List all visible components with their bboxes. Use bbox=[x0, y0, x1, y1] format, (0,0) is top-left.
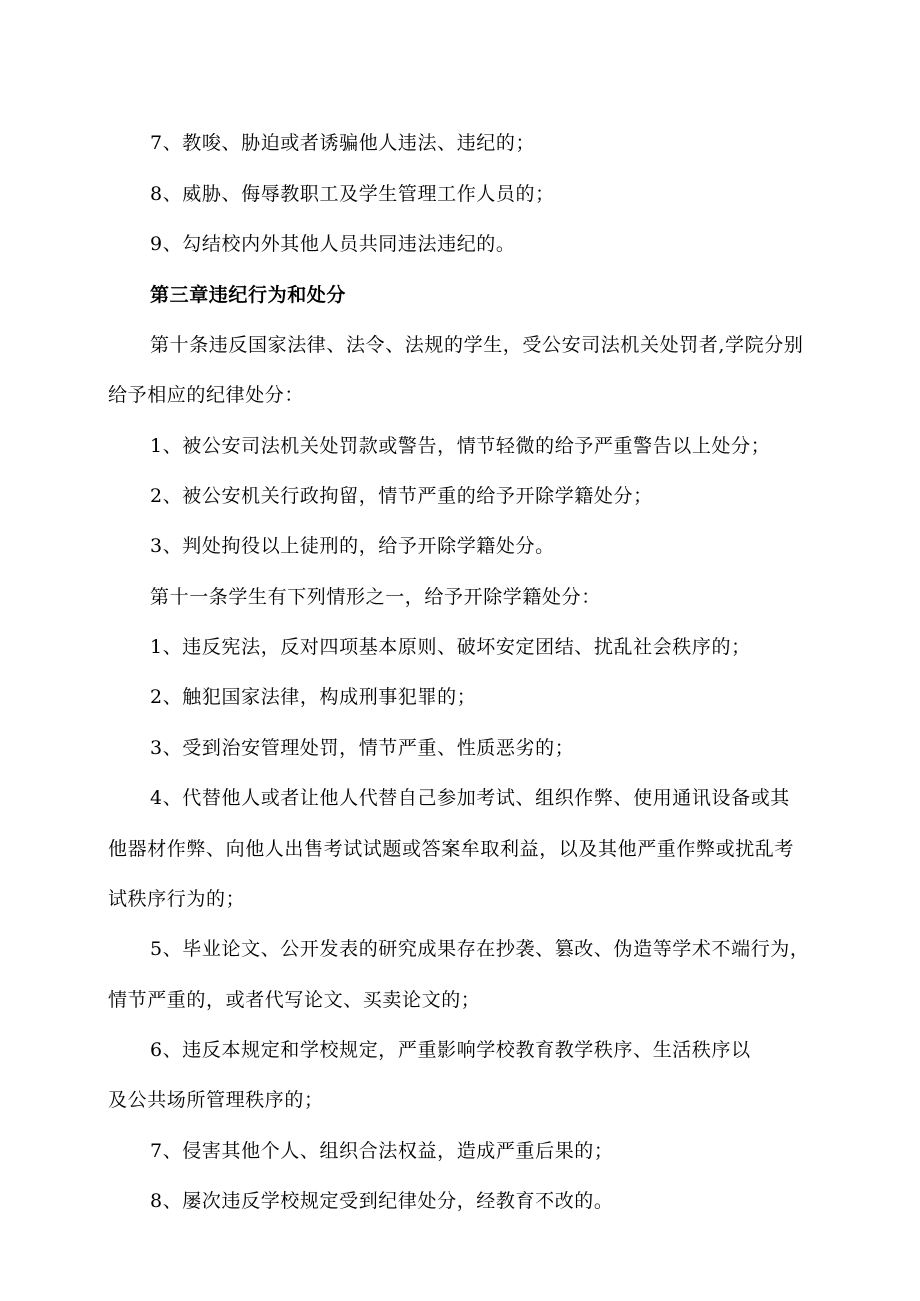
article-11-item-6-line-2: 及公共场所管理秩序的； bbox=[108, 1089, 324, 1111]
article-11-item-7: 7、侵害其他个人、组织合法权益，造成严重后果的； bbox=[150, 1140, 614, 1162]
article-11-item-8: 8、屡次违反学校规定受到纪律处分，经教育不改的。 bbox=[150, 1190, 614, 1212]
article-11-item-4-line-3: 试秩序行为的； bbox=[108, 888, 246, 910]
chapter-heading: 第三章违纪行为和处分 bbox=[150, 284, 347, 306]
article-10-item-3: 3、判处拘役以上徒刑的，给予开除学籍处分。 bbox=[150, 535, 555, 557]
item-9-collude: 9、勾结校内外其他人员共同违法违纪的。 bbox=[150, 233, 516, 255]
article-11-item-5-line-1: 5、毕业论文、公开发表的研究成果存在抄袭、篡改、伪造等学术不端行为， bbox=[150, 938, 810, 960]
article-10-line-1: 第十条违反国家法律、法令、法规的学生，受公安司法机关处罚者,学院分别 bbox=[150, 334, 804, 356]
article-11-item-1: 1、违反宪法，反对四项基本原则、破坏安定团结、扰乱社会秩序的； bbox=[150, 636, 751, 658]
article-11-item-4-line-1: 4、代替他人或者让他人代替自己参加考试、组织作弊、使用通讯设备或其 bbox=[150, 787, 790, 809]
article-11-item-4-line-2: 他器材作弊、向他人出售考试试题或答案牟取利益，以及其他严重作弊或扰乱考 bbox=[108, 838, 795, 860]
article-11-item-6-line-1: 6、违反本规定和学校规定，严重影响学校教育教学秩序、生活秩序以 bbox=[150, 1039, 751, 1061]
article-11-intro: 第十一条学生有下列情形之一，给予开除学籍处分： bbox=[150, 586, 601, 608]
item-8-threaten: 8、威胁、侮辱教职工及学生管理工作人员的； bbox=[150, 183, 555, 205]
article-11-item-2: 2、触犯国家法律，构成刑事犯罪的； bbox=[150, 686, 477, 708]
article-10-line-2: 给予相应的纪律处分： bbox=[108, 384, 305, 406]
article-10-item-1: 1、被公安司法机关处罚款或警告，情节轻微的给予严重警告以上处分； bbox=[150, 435, 771, 457]
article-10-item-2: 2、被公安机关行政拘留，情节严重的给予开除学籍处分； bbox=[150, 485, 653, 507]
article-11-item-3: 3、受到治安管理处罚，情节严重、性质恶劣的； bbox=[150, 737, 575, 759]
item-7-instigate: 7、教唆、胁迫或者诱骗他人违法、违纪的； bbox=[150, 132, 536, 154]
article-11-item-5-line-2: 情节严重的，或者代写论文、买卖论文的； bbox=[108, 989, 481, 1011]
